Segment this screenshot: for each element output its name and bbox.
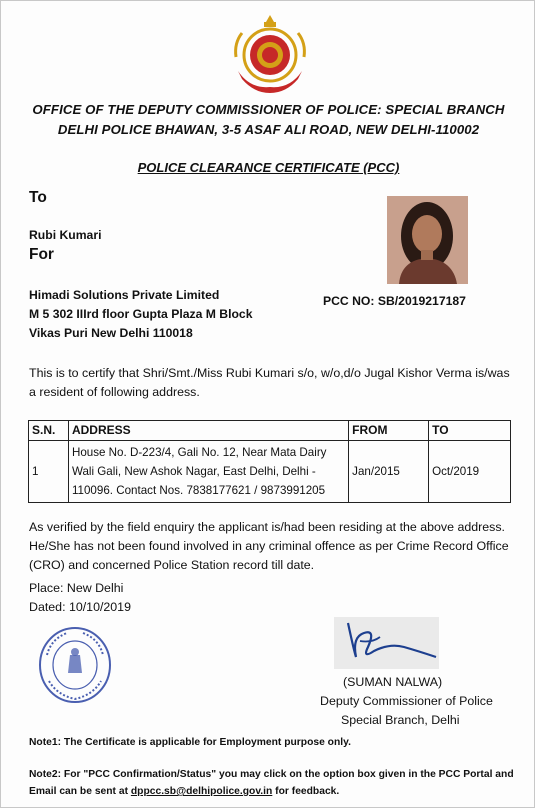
header-sn: S.N. (29, 421, 69, 441)
note1: Note1: The Certificate is applicable for Employment purpose only. (29, 737, 351, 748)
header-from: FROM (349, 421, 429, 441)
certify-line2: a resident of following address. (29, 385, 200, 399)
verified-line1: As verified by the field enquiry the applicant is/had been residing at the above address. (29, 520, 505, 534)
note2-suffix: for feedback. (272, 786, 340, 797)
feedback-email-link[interactable]: dppcc.sb@delhipolice.gov.in (130, 786, 273, 797)
header-to: TO (429, 421, 511, 441)
note2-line1: Note2: For "PCC Confirmation/Status" you may click on the option box given in the PCC Portal and (29, 769, 514, 780)
address-line1: House No. D-223/4, Gali No. 12, Near Mata Dairy (71, 446, 327, 459)
verified-line2: He/She has not been found involved in any criminal offence as per Crime Record Office (29, 539, 509, 553)
office-header-line1: OFFICE OF THE DEPUTY COMMISSIONER OF POLICE: SPECIAL BRANCH (32, 102, 505, 117)
delhi-police-emblem-icon (230, 13, 310, 95)
office-seal-icon (37, 625, 113, 705)
note2-line2 (29, 783, 339, 800)
signature (334, 617, 439, 669)
cell-from: Jan/2015 (349, 441, 429, 503)
place: Place: New Delhi (29, 581, 124, 595)
address-line2: Wali Gali, New Ashok Nagar, East Delhi, Delhi - (71, 465, 316, 478)
office-header-line2: DELHI POLICE BHAWAN, 3-5 ASAF ALI ROAD, NEW DELHI-110002 (57, 122, 480, 137)
verified-line3: (CRO) and concerned Police Station record till date. (29, 558, 315, 572)
employer-line2: M 5 302 IIIrd floor Gupta Plaza M Block (29, 307, 253, 321)
address-table (28, 420, 511, 503)
cell-sn: 1 (29, 441, 69, 503)
for-label: For (29, 246, 54, 263)
address-line3: 110096. Contact Nos. 7838177621 / 9873991205 (71, 484, 326, 497)
signatory-name: (SUMAN NALWA) (343, 675, 443, 689)
table-row (29, 441, 511, 503)
employer-line1: Himadi Solutions Private Limited (29, 288, 220, 302)
applicant-photo-image (387, 196, 468, 284)
header-address: ADDRESS (68, 421, 348, 441)
certificate-title-text: POLICE CLEARANCE CERTIFICATE (PCC) (137, 160, 400, 175)
signatory-office: Special Branch, Delhi (341, 713, 460, 727)
cell-to: Oct/2019 (429, 441, 511, 503)
signature-scrawl (334, 617, 439, 669)
signatory-designation: Deputy Commissioner of Police (320, 694, 493, 708)
cell-address (68, 441, 348, 503)
certificate-title (1, 159, 535, 177)
table-header-row (29, 421, 511, 441)
pcc-number: PCC NO: SB/2019217187 (323, 294, 466, 308)
dated: Dated: 10/10/2019 (29, 600, 131, 614)
employer-line3: Vikas Puri New Delhi 110018 (29, 326, 193, 340)
recipient-name: Rubi Kumari (29, 228, 102, 242)
to-label: To (29, 189, 47, 206)
certify-line1: This is to certify that Shri/Smt./Miss Rubi Kumari s/o, w/o,d/o Jugal Kishor Verma is/was (29, 366, 510, 380)
note2-prefix: Email can be sent at (29, 786, 131, 797)
applicant-photo (387, 196, 468, 284)
